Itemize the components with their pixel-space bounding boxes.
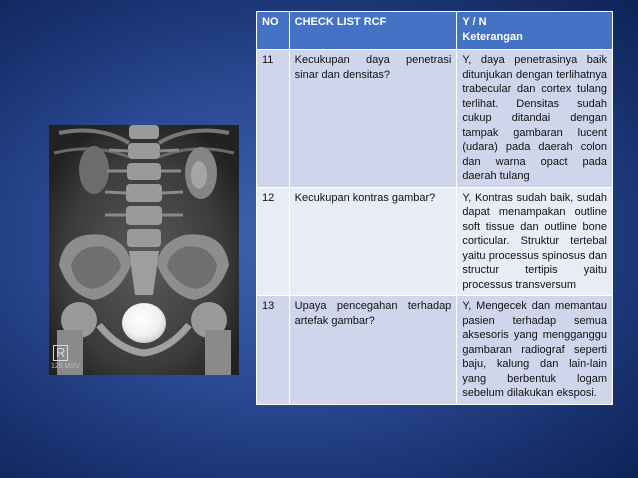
row-number: 13	[257, 296, 290, 405]
xray-graphic	[49, 125, 239, 375]
header-yn	[457, 12, 613, 50]
row-number: 12	[257, 187, 290, 296]
table-row	[257, 296, 613, 405]
xray-kv-label: 120 MSV	[51, 363, 80, 370]
row-checklist-item: Kecukupan kontras gambar?	[289, 187, 457, 296]
row-number: 11	[257, 50, 290, 188]
abdominal-xray-image	[49, 125, 239, 375]
rcf-checklist-table	[256, 11, 613, 405]
row-note: Y, daya penetrasinya baik ditunjukan dengan terlihatnya trabecular dan cortex tulang terlihat. Densitas sudah cukup ditandai dengan tampak gambaran lucent (udara) pada daerah colon dan warna opact pada daerah tulang	[457, 50, 613, 188]
row-note: Y, Kontras sudah baik, sudah dapat menampakan outline soft tissue dan outline bone corticular. Struktur tertebal yaitu processus spinosus dan structur tertipis yaitu processus transversum	[457, 187, 613, 296]
header-no: NO	[257, 12, 290, 50]
table-header-row	[257, 12, 613, 50]
header-checklist: CHECK LIST RCF	[289, 12, 457, 50]
row-note: Y, Mengecek dan memantau pasien terhadap semua aksesoris yang mengganggu gambaran radiograf seperti baju, kalung dan lain-lain yang berbentuk logam sebelum dilakukan eksposi.	[457, 296, 613, 405]
row-checklist-item: Upaya pencegahan terhadap artefak gambar?	[289, 296, 457, 405]
table-row	[257, 187, 613, 296]
row-checklist-item: Kecukupan daya penetrasi sinar dan densitas?	[289, 50, 457, 188]
header-keterangan-label: Keterangan	[462, 30, 523, 43]
table-row	[257, 50, 613, 188]
header-yn-label: Y / N	[462, 16, 487, 28]
xray-side-marker: R	[53, 345, 68, 361]
